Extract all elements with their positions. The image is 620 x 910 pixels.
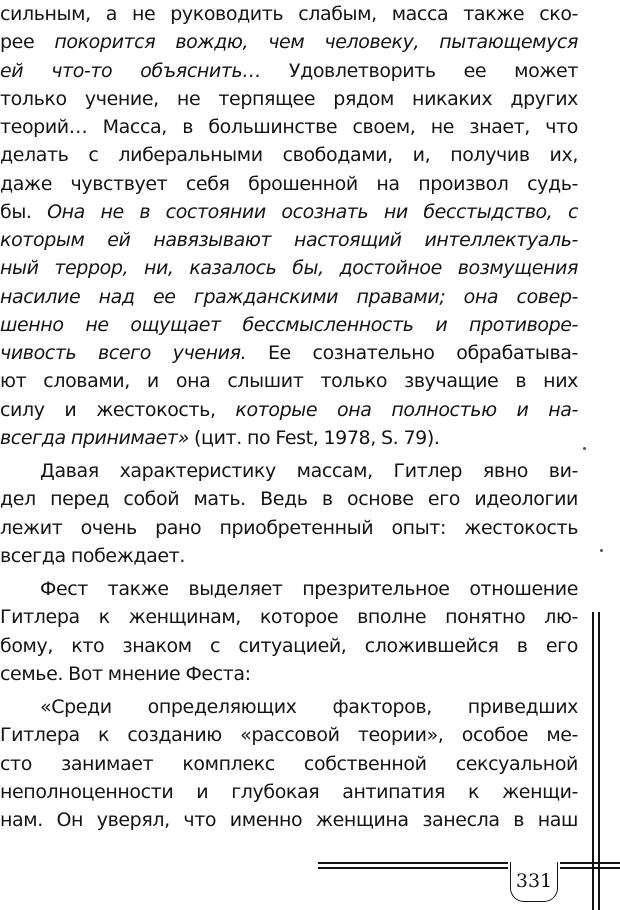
text-fragment: Давая характеристику массам, Гитлер явно ви-: [40, 460, 578, 482]
text-fragment: нам. Он уверял, что именно женщина занесла в наш: [0, 809, 578, 831]
text-fragment: бы.: [0, 200, 48, 223]
text-line: [0, 254, 578, 282]
text-fragment: сильным, а не руководить слабым, масса также ско-: [0, 3, 578, 25]
text-line: [0, 226, 578, 254]
text-fragment: Удовлетворить ее может: [260, 59, 578, 82]
italic-fragment: Она не в состоянии осознать ни бесстыдство, с: [47, 200, 579, 223]
text-line: [0, 170, 578, 198]
text-fragment: «Среди определяющих факторов, приведших: [40, 696, 578, 718]
text-line: [0, 750, 578, 778]
corner-rule-2: [560, 867, 620, 869]
text-fragment: ют словами, и она слышит только звучащие в них: [0, 370, 578, 393]
text-fragment: только учение, не терпящее рядом никаких других: [0, 87, 578, 110]
italic-fragment: которым ей навязывают настоящий интеллектуаль-: [0, 229, 578, 251]
italic-fragment: которые она полностью и на-: [235, 398, 578, 421]
text-line: [0, 424, 578, 452]
side-rule-2: [598, 612, 600, 910]
text-line: [0, 778, 578, 806]
text-line: [0, 542, 578, 570]
text-fragment: лежит очень рано приобретенный опыт: жестокость: [0, 516, 578, 539]
text-line: [0, 806, 578, 834]
text-line: [0, 660, 578, 688]
text-line: [0, 396, 578, 424]
text-fragment: (цит. по Fest, 1978, S. 79).: [188, 426, 440, 449]
text-line: [0, 85, 578, 113]
text-fragment: рее: [0, 31, 55, 54]
text-fragment: Гитлера к созданию «рассовой теории», особое ме-: [0, 724, 578, 747]
italic-fragment: шенно не ощущает бессмысленность и противоре-: [0, 313, 578, 336]
text-line: [0, 57, 578, 85]
italic-fragment: ный террор, ни, казалось бы, достойное возмущения: [0, 257, 578, 280]
ink-speck: [600, 549, 603, 552]
text-fragment: делать с либеральными свободами, и, получив их,: [0, 144, 578, 167]
text-line: [0, 514, 578, 542]
text-line: [0, 113, 578, 141]
text-line: [0, 0, 578, 28]
italic-fragment: всегда принимает»: [0, 426, 189, 449]
text-fragment: Фест также выделяет презрительное отношение: [40, 578, 578, 600]
text-fragment: теорий… Масса, в большинстве своем, не знает, что: [0, 116, 578, 138]
text-line: [0, 283, 578, 311]
page-number: 331: [510, 862, 558, 902]
text-fragment: силу и жестокость,: [0, 398, 236, 421]
text-line: [0, 721, 578, 749]
text-line: [0, 198, 578, 226]
text-fragment: неполноценности и глубокая антипатия к женщи-: [0, 780, 578, 803]
italic-fragment: покорится вождю, чем человеку, пытающемуся: [54, 31, 578, 54]
text-fragment: даже чувствует себя брошенной на произвол судь-: [0, 172, 578, 195]
text-line: [0, 367, 578, 395]
text-line: [0, 457, 578, 485]
side-rule-1: [592, 612, 594, 910]
text-fragment: дел перед собой мать. Ведь в основе его идеологии: [0, 488, 578, 511]
italic-fragment: ей что-то объяснить…: [0, 59, 261, 82]
footer-rule-top: [318, 862, 508, 864]
italic-fragment: чивость всего учения.: [0, 342, 247, 364]
footer-rule-bottom: [318, 867, 508, 869]
text-line: [0, 485, 578, 513]
corner-rule-1: [560, 862, 620, 864]
text-fragment: семье. Вот мнение Феста:: [0, 662, 251, 685]
text-line: [0, 632, 578, 660]
text-fragment: Ее сознательно обрабатыва-: [246, 342, 578, 364]
text-line: [0, 603, 578, 631]
text-fragment: всегда побеждает.: [0, 544, 185, 567]
text-line: [0, 311, 578, 339]
text-line: [0, 28, 578, 56]
text-line: [0, 693, 578, 721]
italic-fragment: насилие над ее гражданскими правами; она совер-: [0, 285, 578, 308]
ink-speck: [583, 447, 586, 450]
text-line: [0, 141, 578, 169]
text-fragment: сто занимает комплекс собственной сексуальной: [0, 752, 578, 775]
text-fragment: Гитлера к женщинам, которое вполне понятно лю-: [0, 606, 578, 629]
text-fragment: бому, кто знаком с ситуацией, сложившейся в его: [0, 634, 578, 657]
text-line: [0, 575, 578, 603]
text-line: [0, 339, 578, 367]
